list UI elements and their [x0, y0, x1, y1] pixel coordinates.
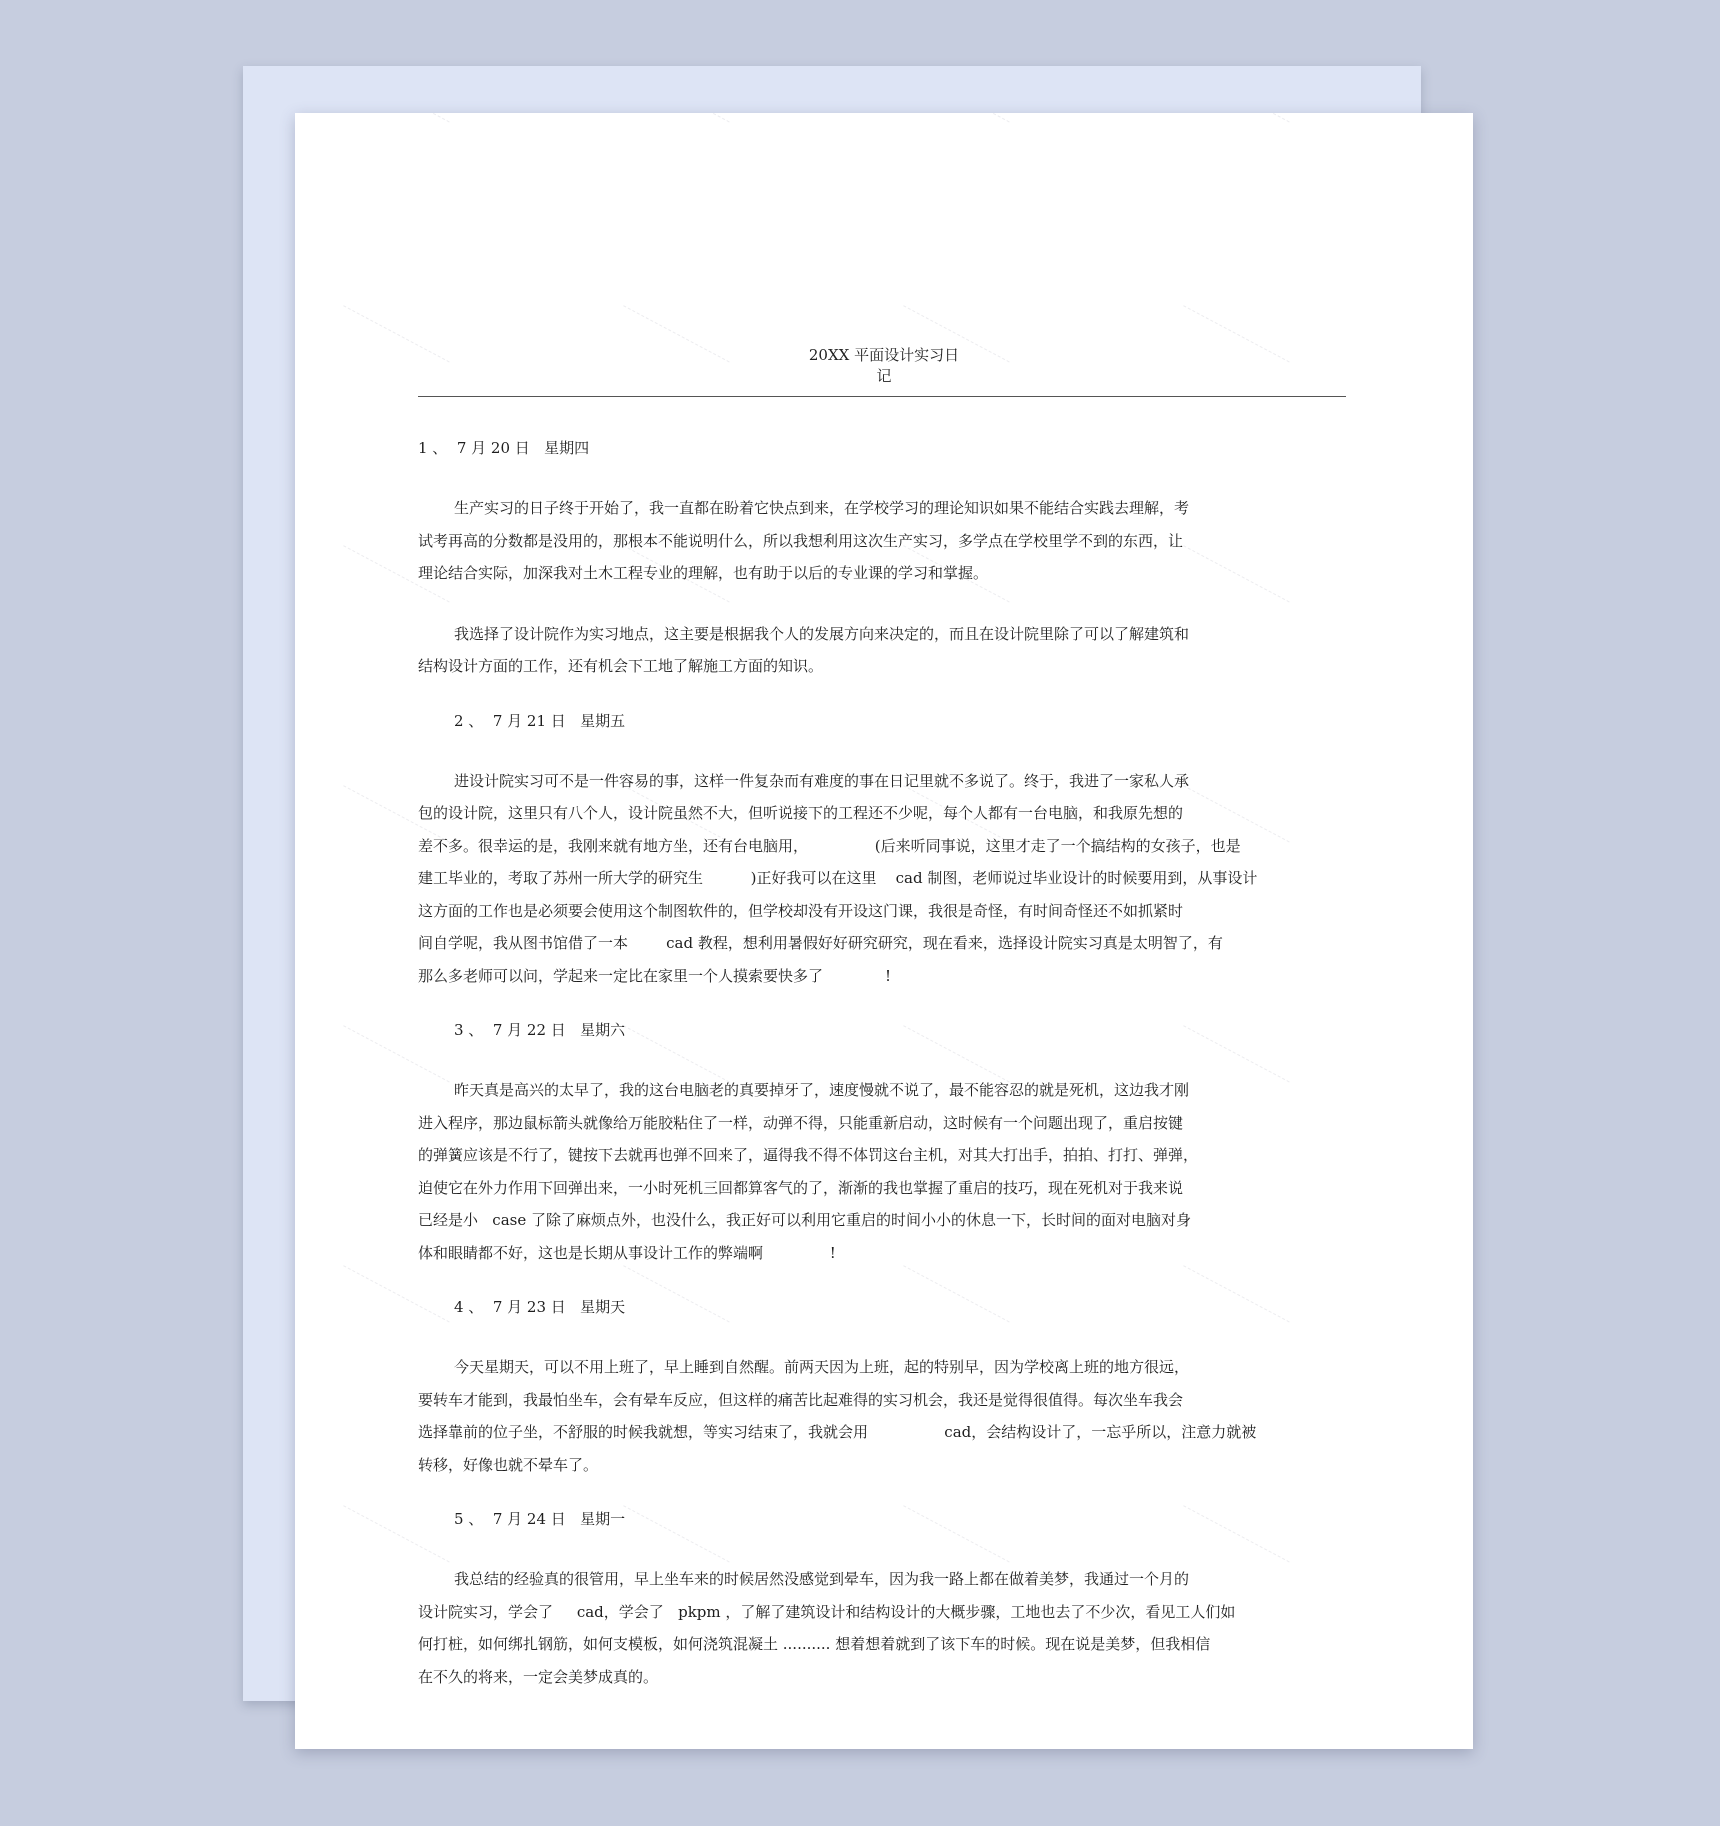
entry-paragraph: [418, 765, 1298, 993]
entry-heading: 3 、 7 月 22 日 星期六: [454, 1021, 626, 1039]
title-line-1: 20XX 平面设计实习日: [808, 346, 960, 364]
entry-heading: 1 、 7 月 20 日 星期四: [418, 439, 590, 457]
paragraph-line: 的弹簧应该是不行了，键按下去就再也弹不回来了，逼得我不得不体罚这台主机，对其大打出手，拍拍、打打、弹弹，: [418, 1146, 1199, 1164]
paragraph-line: 今天星期天，可以不用上班了，早上睡到自然醒。前两天因为上班，起的特别早，因为学校离上班的地方很远，: [454, 1358, 1190, 1376]
watermark-mark: [900, 113, 1009, 128]
title-line-2: 记: [876, 367, 892, 385]
paragraph-line: 生产实习的日子终于开始了，我一直都在盼着它快点到来，在学校学习的理论知识如果不能结合实践去理解，考: [454, 499, 1190, 517]
paragraph-line: 理论结合实际，加深我对土木工程专业的理解，也有助于以后的专业课的学习和掌握。: [418, 564, 989, 582]
entry-heading: 2 、 7 月 21 日 星期五: [454, 711, 626, 730]
paragraph-line: 差不多。很幸运的是，我刚来就有地方坐，还有台电脑用， (后来听同事说，这里才走了一个搞结构的女孩子，也是: [418, 836, 1241, 855]
entry-paragraph: [418, 1351, 1298, 1481]
paragraph-line: 要转车才能到，我最怕坐车，会有晕车反应，但这样的痛苦比起难得的实习机会，我还是觉得很值得。每次坐车我会: [418, 1390, 1184, 1409]
paragraph-line: 何打桩，如何绑扎钢筋，如何支模板，如何浇筑混凝土 .......... 想着想着就到了该下车的时候。现在说是美梦，但我相信: [418, 1635, 1211, 1653]
paragraph-line: 在不久的将来，一定会美梦成真的。: [418, 1667, 659, 1686]
paragraph-line: 我总结的经验真的很管用，早上坐车来的时候居然没感觉到晕车，因为我一路上都在做着美梦，我通过一个月的: [454, 1570, 1190, 1588]
paragraph-line: 包的设计院，这里只有八个人，设计院虽然不大，但听说接下的工程还不少呢，每个人都有一台电脑，和我原先想的: [418, 804, 1184, 822]
paragraph-line: 昨天真是高兴的太早了，我的这台电脑老的真要掉牙了，速度慢就不说了，最不能容忍的就是死机，这边我才刚: [454, 1081, 1190, 1099]
entry-paragraph: [418, 1074, 1298, 1269]
paragraph-line: 转移，好像也就不晕车了。: [418, 1455, 599, 1474]
paragraph-line: 已经是小 case 了除了麻烦点外，也没什么，我正好可以利用它重启的时间小小的休息一下，长时间的面对电脑对身: [418, 1211, 1191, 1229]
entry-heading: 5 、 7 月 24 日 星期一: [454, 1510, 626, 1528]
entry-heading: 4 、 7 月 23 日 星期天: [454, 1298, 626, 1316]
paragraph-line: 那么多老师可以问，学起来一定比在家里一个人摸索要快多了 !: [418, 966, 892, 985]
document-title: [295, 345, 1473, 387]
paragraph-line: 设计院实习，学会了 cad，学会了 pkpm ，了解了建筑设计和结构设计的大概步骤，工地也去了不少次，看见工人们如: [418, 1602, 1236, 1621]
paragraph-line: 这方面的工作也是必须要会使用这个制图软件的，但学校却没有开设这门课，我很是奇怪，有时间奇怪还不如抓紧时: [418, 901, 1184, 920]
document-body: [418, 438, 1298, 1721]
paragraph-line: 试考再高的分数都是没用的，那根本不能说明什么，所以我想利用这次生产实习，多学点在学校里学不到的东西，让: [418, 531, 1184, 550]
watermark-mark: [340, 113, 449, 128]
watermark-mark: [1180, 113, 1289, 128]
paragraph-line: 体和眼睛都不好，这也是长期从事设计工作的弊端啊 !: [418, 1243, 836, 1262]
paragraph-line: 迫使它在外力作用下回弹出来，一小时死机三回都算客气的了，渐渐的我也掌握了重启的技巧，现在死机对于我来说: [418, 1178, 1184, 1197]
paragraph-line: 进入程序，那边鼠标箭头就像给万能胶粘住了一样，动弹不得，只能重新启动，这时候有一个问题出现了，重启按键: [418, 1113, 1184, 1132]
document-page: [295, 113, 1473, 1749]
entry-paragraph: [418, 1563, 1298, 1693]
title-divider: [418, 396, 1346, 397]
entry-paragraph: [418, 618, 1298, 683]
entry-paragraph: [418, 492, 1298, 590]
paragraph-line: 选择靠前的位子坐，不舒服的时候我就想，等实习结束了，我就会用 cad，会结构设计了，一忘乎所以，注意力就被: [418, 1423, 1257, 1441]
paragraph-line: 我选择了设计院作为实习地点，这主要是根据我个人的发展方向来决定的，而且在设计院里除了可以了解建筑和: [454, 624, 1190, 643]
paragraph-line: 进设计院实习可不是一件容易的事，这样一件复杂而有难度的事在日记里就不多说了。终于，我进了一家私人承: [454, 771, 1190, 790]
paragraph-line: 间自学呢，我从图书馆借了一本 cad 教程，想利用暑假好好研究研究，现在看来，选择设计院实习真是太明智了，有: [418, 934, 1223, 952]
paragraph-line: 建工毕业的，考取了苏州一所大学的研究生 )正好我可以在这里 cad 制图，老师说过毕业设计的时候要用到，从事设计: [418, 869, 1258, 887]
watermark-mark: [620, 113, 729, 128]
paragraph-line: 结构设计方面的工作，还有机会下工地了解施工方面的知识。: [418, 657, 824, 675]
